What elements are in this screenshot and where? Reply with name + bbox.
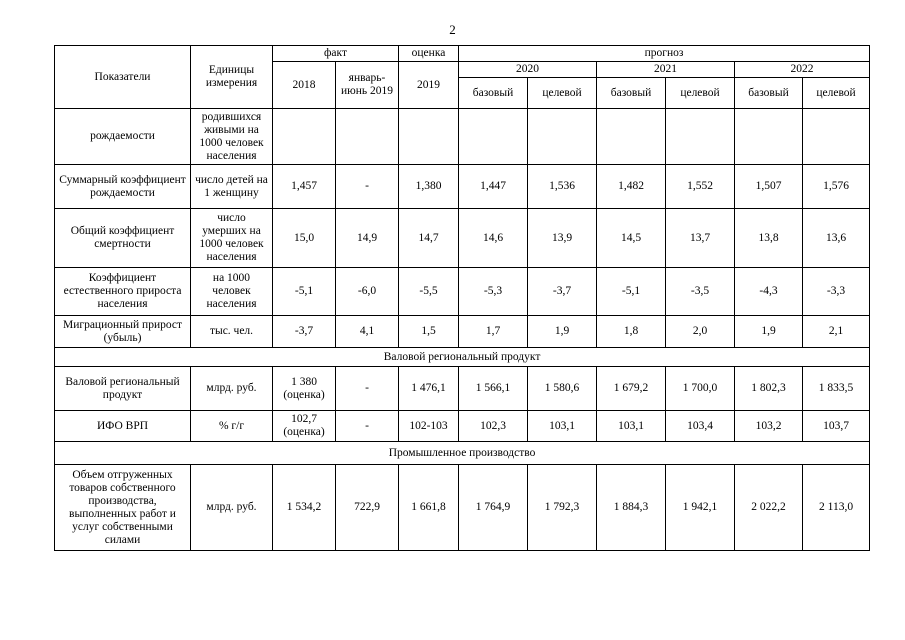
unit-label: % г/г <box>191 411 273 442</box>
value-cell: 102-103 <box>399 411 459 442</box>
value-cell: 2,1 <box>803 316 870 348</box>
value-cell: 1 792,3 <box>528 465 597 551</box>
value-cell: 722,9 <box>336 465 399 551</box>
header-2020-base: базовый <box>459 78 528 109</box>
indicator-label: Валовой региональный продукт <box>55 367 191 411</box>
value-cell: -4,3 <box>735 268 803 316</box>
table-row <box>55 367 870 411</box>
table-row <box>55 411 870 442</box>
unit-label: млрд. руб. <box>191 367 273 411</box>
value-cell: -5,3 <box>459 268 528 316</box>
indicator-label: рождаемости <box>55 109 191 165</box>
value-cell: 1,457 <box>273 165 336 209</box>
value-cell: - <box>336 367 399 411</box>
section-title-industry: Промышленное производство <box>55 442 870 465</box>
value-cell <box>459 109 528 165</box>
indicator-label: Объем отгруженных товаров собственного производства, выполненных работ и услуг собственными силами <box>55 465 191 551</box>
table-row <box>55 316 870 348</box>
table-row <box>55 209 870 268</box>
header-2018: 2018 <box>273 62 336 109</box>
indicator-label: Миграционный прирост (убыль) <box>55 316 191 348</box>
value-cell: 1,507 <box>735 165 803 209</box>
indicator-label: Коэффициент естественного прироста населения <box>55 268 191 316</box>
indicator-label: ИФО ВРП <box>55 411 191 442</box>
value-cell <box>399 109 459 165</box>
section-title-grp: Валовой региональный продукт <box>55 348 870 367</box>
header-2022-target: целевой <box>803 78 870 109</box>
value-cell: 13,6 <box>803 209 870 268</box>
value-cell: 1 942,1 <box>666 465 735 551</box>
value-cell: -3,7 <box>528 268 597 316</box>
value-cell: -5,1 <box>273 268 336 316</box>
value-cell: 1,576 <box>803 165 870 209</box>
value-cell: 1,5 <box>399 316 459 348</box>
value-cell: 103,4 <box>666 411 735 442</box>
value-cell: 1,380 <box>399 165 459 209</box>
value-cell <box>803 109 870 165</box>
header-fact: факт <box>273 46 399 62</box>
value-cell: -5,1 <box>597 268 666 316</box>
header-2020-target: целевой <box>528 78 597 109</box>
value-cell: 1 764,9 <box>459 465 528 551</box>
value-cell: 1,9 <box>735 316 803 348</box>
header-2022-base: базовый <box>735 78 803 109</box>
header-forecast: прогноз <box>459 46 870 62</box>
value-cell: 13,8 <box>735 209 803 268</box>
table-row <box>55 465 870 551</box>
value-cell <box>528 109 597 165</box>
value-cell: -5,5 <box>399 268 459 316</box>
value-cell: 1 802,3 <box>735 367 803 411</box>
value-cell: 102,7 (оценка) <box>273 411 336 442</box>
table-row <box>55 268 870 316</box>
value-cell: 1,7 <box>459 316 528 348</box>
header-jan-jun-2019: январь-июнь 2019 <box>336 62 399 109</box>
section-row <box>55 348 870 367</box>
unit-label: тыс. чел. <box>191 316 273 348</box>
value-cell: 1 833,5 <box>803 367 870 411</box>
value-cell <box>273 109 336 165</box>
value-cell: 2,0 <box>666 316 735 348</box>
value-cell: - <box>336 411 399 442</box>
value-cell <box>735 109 803 165</box>
value-cell: 2 113,0 <box>803 465 870 551</box>
value-cell: -3,5 <box>666 268 735 316</box>
forecast-table <box>54 45 870 551</box>
value-cell: 1 566,1 <box>459 367 528 411</box>
value-cell: 1 534,2 <box>273 465 336 551</box>
header-2019: 2019 <box>399 62 459 109</box>
value-cell: 1 679,2 <box>597 367 666 411</box>
value-cell: 1,9 <box>528 316 597 348</box>
value-cell: 1 580,6 <box>528 367 597 411</box>
value-cell: 14,6 <box>459 209 528 268</box>
value-cell: 1 661,8 <box>399 465 459 551</box>
table-row <box>55 165 870 209</box>
value-cell: 102,3 <box>459 411 528 442</box>
value-cell: 2 022,2 <box>735 465 803 551</box>
unit-label: млрд. руб. <box>191 465 273 551</box>
value-cell: 13,9 <box>528 209 597 268</box>
section-row <box>55 442 870 465</box>
unit-label: родившихся живыми на 1000 человек населения <box>191 109 273 165</box>
unit-label: на 1000 человек населения <box>191 268 273 316</box>
value-cell: 14,5 <box>597 209 666 268</box>
header-2022: 2022 <box>735 62 870 78</box>
value-cell: 103,7 <box>803 411 870 442</box>
page-number: 2 <box>449 22 456 37</box>
header-2021: 2021 <box>597 62 735 78</box>
value-cell: 1,552 <box>666 165 735 209</box>
value-cell: 14,7 <box>399 209 459 268</box>
value-cell: 103,2 <box>735 411 803 442</box>
value-cell: 13,7 <box>666 209 735 268</box>
value-cell: 1 700,0 <box>666 367 735 411</box>
value-cell: - <box>336 165 399 209</box>
header-indicators: Показатели <box>55 46 191 109</box>
table-row <box>55 109 870 165</box>
unit-label: число умерших на 1000 человек населения <box>191 209 273 268</box>
header-2020: 2020 <box>459 62 597 78</box>
value-cell: 15,0 <box>273 209 336 268</box>
header-2021-target: целевой <box>666 78 735 109</box>
value-cell: 1,536 <box>528 165 597 209</box>
value-cell <box>666 109 735 165</box>
value-cell: 103,1 <box>528 411 597 442</box>
value-cell: 1,8 <box>597 316 666 348</box>
value-cell <box>597 109 666 165</box>
indicator-label: Суммарный коэффициент рождаемости <box>55 165 191 209</box>
header-2021-base: базовый <box>597 78 666 109</box>
header-units: Единицы измерения <box>191 46 273 109</box>
value-cell: 1 380 (оценка) <box>273 367 336 411</box>
value-cell: 4,1 <box>336 316 399 348</box>
value-cell: 1,482 <box>597 165 666 209</box>
value-cell: 1 476,1 <box>399 367 459 411</box>
unit-label: число детей на 1 женщину <box>191 165 273 209</box>
value-cell: -6,0 <box>336 268 399 316</box>
indicator-label: Общий коэффициент смертности <box>55 209 191 268</box>
value-cell <box>336 109 399 165</box>
value-cell: -3,7 <box>273 316 336 348</box>
value-cell: -3,3 <box>803 268 870 316</box>
header-estimate: оценка <box>399 46 459 62</box>
value-cell: 103,1 <box>597 411 666 442</box>
value-cell: 14,9 <box>336 209 399 268</box>
value-cell: 1,447 <box>459 165 528 209</box>
value-cell: 1 884,3 <box>597 465 666 551</box>
